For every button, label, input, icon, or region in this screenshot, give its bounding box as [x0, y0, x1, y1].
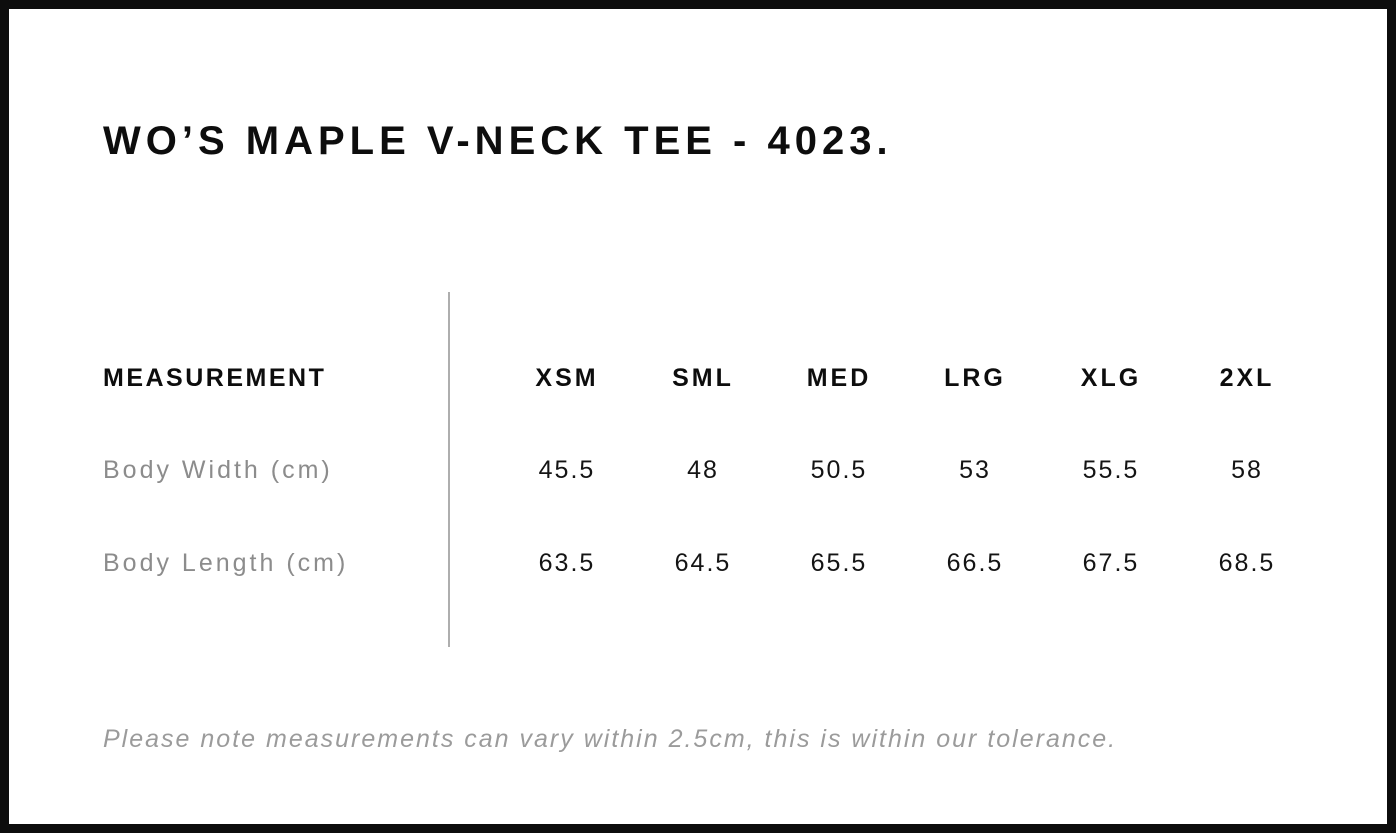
- tolerance-note: Please note measurements can vary within 2.5cm, this is within our tolerance.: [103, 725, 1118, 753]
- table-row-body-length: [103, 548, 1315, 578]
- body-width-xlg: 55.5: [1082, 455, 1140, 484]
- body-length-med: 65.5: [810, 548, 868, 577]
- page-title: WO’S MAPLE V-NECK TEE - 4023.: [103, 119, 893, 163]
- body-width-med: 50.5: [810, 455, 868, 484]
- table-header-row: [103, 363, 1315, 393]
- body-length-lrg: 66.5: [946, 548, 1004, 577]
- body-length-sml: 64.5: [674, 548, 732, 577]
- body-length-xsm: 63.5: [538, 548, 596, 577]
- body-length-2xl: 68.5: [1218, 548, 1276, 577]
- size-header-lrg: LRG: [944, 363, 1006, 392]
- row-label-body-width: Body Width (cm): [103, 455, 333, 484]
- body-length-xlg: 67.5: [1082, 548, 1140, 577]
- body-width-sml: 48: [687, 455, 719, 484]
- body-width-lrg: 53: [959, 455, 991, 484]
- row-label-body-length: Body Length (cm): [103, 548, 349, 577]
- size-header-xsm: XSM: [535, 363, 599, 392]
- size-header-xlg: XLG: [1080, 363, 1142, 392]
- size-header-sml: SML: [672, 363, 734, 392]
- body-width-2xl: 58: [1231, 455, 1263, 484]
- size-header-2xl: 2XL: [1219, 363, 1275, 392]
- measurement-column-header: MEASUREMENT: [103, 363, 327, 392]
- size-header-med: MED: [806, 363, 872, 392]
- body-width-xsm: 45.5: [538, 455, 596, 484]
- table-row-body-width: [103, 455, 1315, 485]
